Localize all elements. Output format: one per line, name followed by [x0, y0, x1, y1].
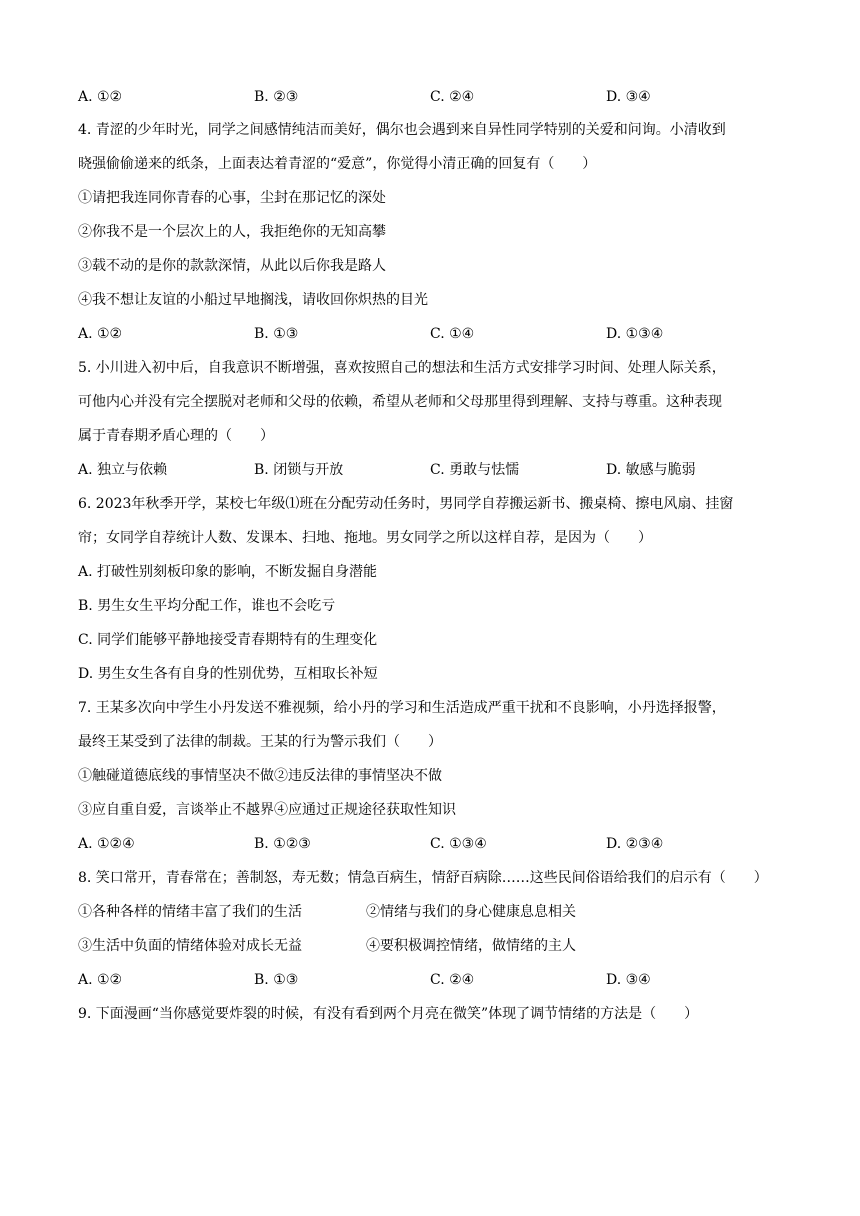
q8-option-d[interactable]: D. ③④: [606, 972, 651, 988]
q7-stem-line-2: 最终王某受到了法律的制裁。王某的行为警示我们（ ）: [78, 734, 442, 750]
q4-statement-4: ④我不想让友谊的小船过早地搁浅，请收回你炽热的目光: [78, 292, 428, 308]
q7-option-a[interactable]: A. ①②④: [78, 836, 135, 852]
q7-stem-line-1: 7. 王某多次向中学生小丹发送不雅视频，给小丹的学习和生活造成严重干扰和不良影响，小丹选择报警，: [78, 700, 726, 716]
q4-statement-3: ③载不动的是你的款款深情，从此以后你我是路人: [78, 258, 386, 274]
q3-option-c[interactable]: C. ②④: [430, 89, 475, 105]
q4-stem-line-1: 4. 青涩的少年时光，同学之间感情纯洁而美好，偶尔也会遇到来自异性同学特别的关爱和问询。小清收到: [78, 122, 726, 138]
q8-statement-3: ③生活中负面的情绪体验对成长无益: [78, 938, 302, 954]
q7-statements-line-2: ③应自重自爱，言谈举止不越界④应通过正规途径获取性知识: [78, 802, 456, 818]
q6-stem-line-2: 帘；女同学自荐统计人数、发课本、扫地、拖地。男女同学之所以这样自荐，是因为（ ）: [78, 530, 652, 546]
q8-statement-4: ④要积极调控情绪，做情绪的主人: [366, 938, 576, 954]
q8-statements-row-1: [78, 902, 798, 922]
q4-stem-line-2: 晓强偷偷递来的纸条，上面表达着青涩的“爱意”，你觉得小清正确的回复有（ ）: [78, 156, 597, 172]
q4-option-c[interactable]: C. ①④: [430, 326, 475, 342]
q5-stem-line-2: 可他内心并没有完全摆脱对老师和父母的依赖，希望从老师和父母那里得到理解、支持与尊重。这种表现: [78, 394, 722, 410]
q3-options: [78, 87, 798, 107]
q6-option-c[interactable]: C. 同学们能够平静地接受青春期特有的生理变化: [78, 632, 378, 648]
q9-stem-line-1: 9. 下面漫画“当你感觉要炸裂的时候，有没有看到两个月亮在微笑”体现了调节情绪的方法是（ ）: [78, 1006, 699, 1022]
q7-options: [78, 834, 798, 854]
q8-statement-1: ①各种各样的情绪丰富了我们的生活: [78, 904, 302, 920]
q4-option-a[interactable]: A. ①②: [78, 326, 123, 342]
q4-option-d[interactable]: D. ①③④: [606, 326, 664, 342]
q3-option-d[interactable]: D. ③④: [606, 89, 651, 105]
q4-options: [78, 324, 798, 344]
q7-option-c[interactable]: C. ①③④: [430, 836, 487, 852]
q3-option-a[interactable]: A. ①②: [78, 89, 123, 105]
q5-option-c[interactable]: C. 勇敢与怯懦: [430, 462, 520, 478]
q5-options: [78, 460, 798, 480]
q6-option-d[interactable]: D. 男生女生各有自身的性别优势，互相取长补短: [78, 666, 378, 682]
q5-stem-line-3: 属于青春期矛盾心理的（ ）: [78, 428, 274, 444]
q6-stem-line-1: 6. 2023年秋季开学，某校七年级⑴班在分配劳动任务时，男同学自荐搬运新书、搬桌椅、擦电风扇、挂窗: [78, 496, 734, 512]
q6-option-a[interactable]: A. 打破性别刻板印象的影响，不断发掘自身潜能: [78, 564, 378, 580]
q5-option-b[interactable]: B. 闭锁与开放: [254, 462, 344, 478]
q3-option-b[interactable]: B. ②③: [254, 89, 299, 105]
q4-statement-2: ②你我不是一个层次上的人，我拒绝你的无知高攀: [78, 224, 386, 240]
q8-option-b[interactable]: B. ①③: [254, 972, 299, 988]
q8-option-a[interactable]: A. ①②: [78, 972, 123, 988]
q4-statement-1: ①请把我连同你青春的心事，尘封在那记忆的深处: [78, 190, 386, 206]
q8-statements-row-2: [78, 936, 798, 956]
q5-stem-line-1: 5. 小川进入初中后，自我意识不断增强，喜欢按照自己的想法和生活方式安排学习时间、处理人际关系，: [78, 360, 726, 376]
q7-statements-line-1: ①触碰道德底线的事情坚决不做②违反法律的事情坚决不做: [78, 768, 442, 784]
q7-option-b[interactable]: B. ①②③: [254, 836, 311, 852]
q8-statement-2: ②情绪与我们的身心健康息息相关: [366, 904, 576, 920]
q6-option-b[interactable]: B. 男生女生平均分配工作，谁也不会吃亏: [78, 598, 336, 614]
q7-option-d[interactable]: D. ②③④: [606, 836, 664, 852]
q8-options: [78, 970, 798, 990]
q4-option-b[interactable]: B. ①③: [254, 326, 299, 342]
q8-stem-line-1: 8. 笑口常开，青春常在；善制怒，寿无数；情急百病生，情舒百病除……这些民间俗语给我们的启示有（ ）: [78, 870, 768, 886]
q8-option-c[interactable]: C. ②④: [430, 972, 475, 988]
q5-option-d[interactable]: D. 敏感与脆弱: [606, 462, 696, 478]
q5-option-a[interactable]: A. 独立与依赖: [78, 462, 168, 478]
